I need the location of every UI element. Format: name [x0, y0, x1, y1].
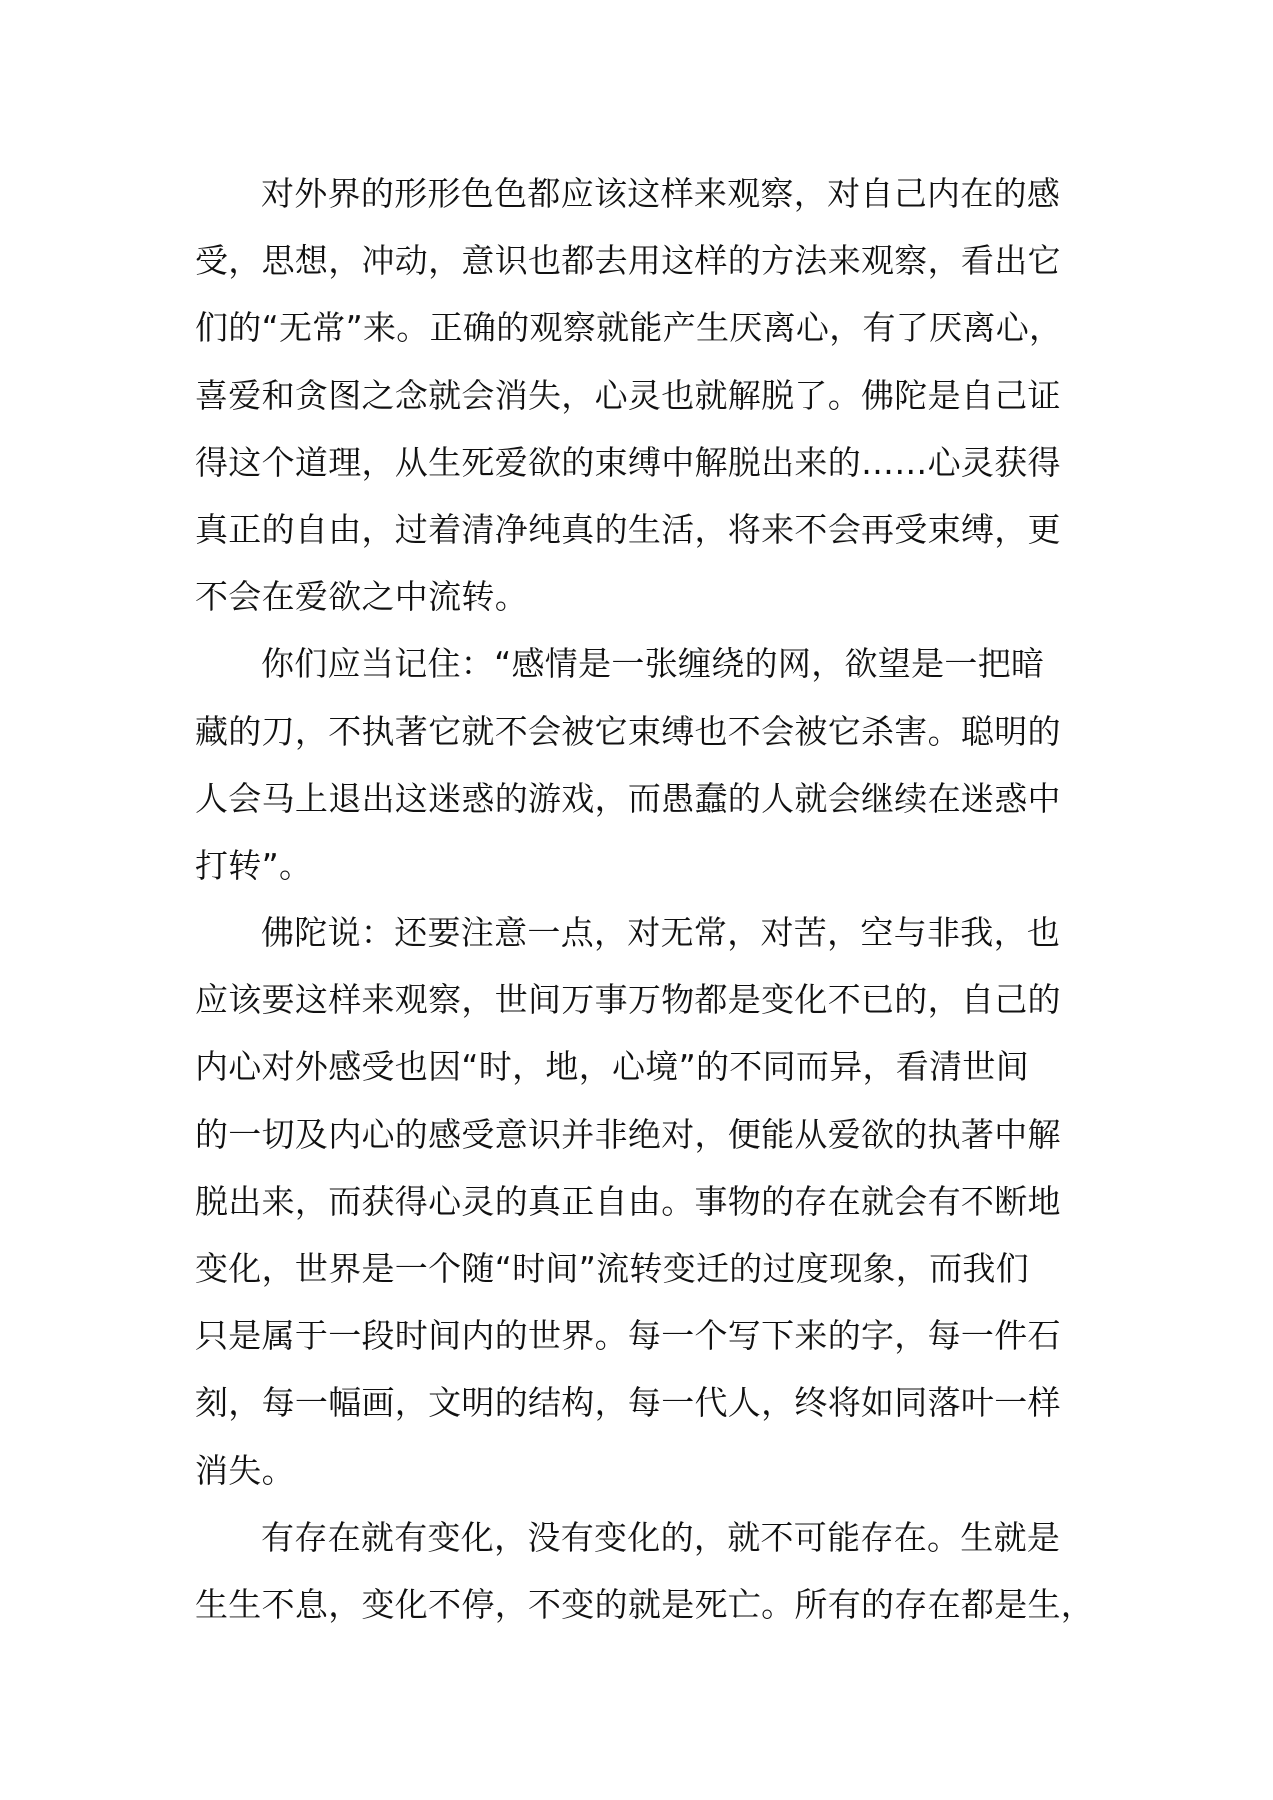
text-line: 们的“无常”来。正确的观察就能产生厌离心，有了厌离心，: [195, 308, 1063, 348]
text-line: 藏的刀，不执著它就不会被它束缚也不会被它杀害。聪明的: [195, 711, 1061, 751]
text-line: 不会在爱欲之中流转。: [195, 577, 528, 617]
paragraph: [195, 1504, 1095, 1638]
text-line: 脱出来，而获得心灵的真正自由。事物的存在就会有不断地: [195, 1181, 1061, 1221]
paragraph: [195, 899, 1085, 1504]
document-body: [195, 160, 1095, 1638]
text-line: 打转”。: [195, 845, 313, 885]
text-line: 有存在就有变化，没有变化的，就不可能存在。生就是: [261, 1517, 1061, 1557]
text-line: 受，思想，冲动，意识也都去用这样的方法来观察，看出它: [195, 241, 1061, 281]
paragraph: [195, 630, 1085, 899]
text-line: 你们应当记住：“感情是一张缠绕的网，欲望是一把暗: [261, 644, 1045, 684]
text-line: 生生不息，变化不停，不变的就是死亡。所有的存在都是生，: [195, 1584, 1095, 1624]
text-line: 人会马上退出这迷惑的游戏，而愚蠢的人就会继续在迷惑中: [195, 778, 1061, 818]
text-line: 喜爱和贪图之念就会消失，心灵也就解脱了。佛陀是自己证: [195, 375, 1061, 415]
text-line: 只是属于一段时间内的世界。每一个写下来的字，每一件石: [195, 1316, 1061, 1356]
text-line: 对外界的形形色色都应该这样来观察，对自己内在的感: [261, 174, 1061, 213]
text-line: 佛陀说：还要注意一点，对无常，对苦，空与非我，也: [261, 913, 1061, 953]
text-line: 内心对外感受也因“时，地，心境”的不同而异，看清世间: [195, 1047, 1029, 1087]
text-line: 消失。: [195, 1450, 295, 1490]
text-line: 应该要这样来观察，世间万事万物都是变化不已的，自己的: [195, 980, 1061, 1020]
text-line: 刻，每一幅画，文明的结构，每一代人，终将如同落叶一样: [195, 1383, 1061, 1423]
paragraph: [195, 160, 1085, 630]
text-line: 变化，世界是一个随“时间”流转变迁的过度现象，而我们: [195, 1249, 1029, 1288]
text-line: 得这个道理，从生死爱欲的束缚中解脱出来的……心灵获得: [195, 442, 1061, 482]
text-line: 真正的自由，过着清净纯真的生活，将来不会再受束缚，更: [195, 509, 1061, 549]
text-line: 的一切及内心的感受意识并非绝对，便能从爱欲的执著中解: [195, 1114, 1061, 1154]
